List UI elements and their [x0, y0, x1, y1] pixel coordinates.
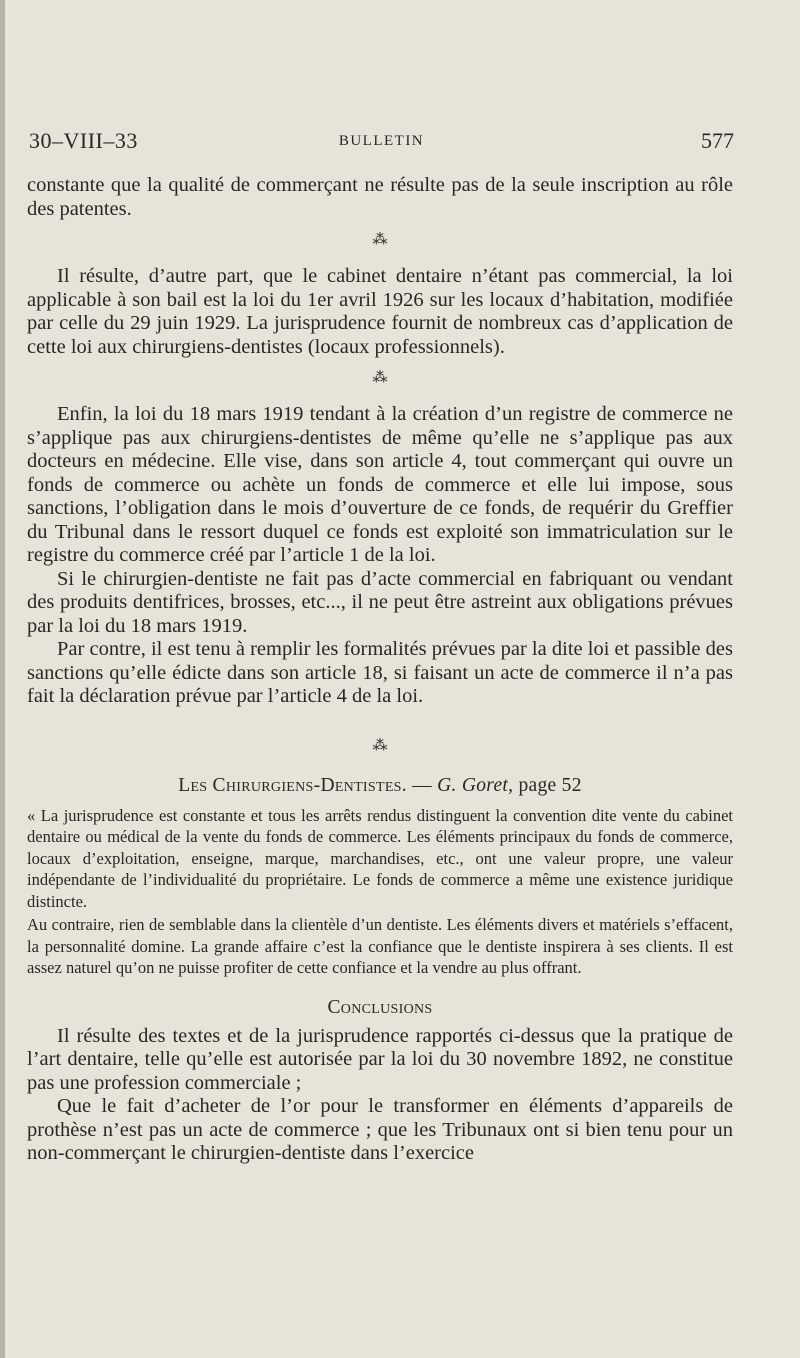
asterism-separator: ⁂ — [372, 232, 388, 248]
conclusions-heading: Conclusions — [327, 996, 433, 1018]
section-heading — [27, 775, 733, 797]
section-author: G. Goret, — [437, 774, 514, 796]
section-dash: — — [406, 774, 438, 796]
paragraph: Que le fait d’acheter de l’or pour le transformer en éléments d’appareils de prothèse n’est pas un acte de commerce ; que les Tribunaux ont si bien tenu pour un non-commerçant le chirurgien-dentiste dans l’exercice — [27, 1095, 733, 1164]
header-title: BULLETIN — [338, 133, 425, 149]
page-body — [27, 174, 733, 1166]
quote-paragraph: « La jurisprudence est constante et tous les arrêts rendus distinguent la convention dite vente du cabinet dentaire ou médical de la vente du fonds de commerce. Les éléments principaux du fonds de commerce, locaux d’exploitation, enseigne, marque, marchandises, etc., ont une valeur propre, une valeur indépendante de l’individualité du propriétaire. Le fonds de commerce a même une existence juridique distincte. — [27, 805, 733, 911]
paragraph: Si le chirurgien-dentiste ne fait pas d’acte commercial en fabriquant ou vendant des produits dentifrices, brosses, etc..., il ne peut être astreint aux obligations prévues par la loi du 18 mars 1919. — [27, 567, 733, 637]
paragraph: Enfin, la loi du 18 mars 1919 tendant à la création d’un registre de commerce ne s’applique pas aux chirurgiens-dentistes de même qu’elle ne s’applique pas aux docteurs en médecine. Elle vise, dans son article 4, tout commerçant qui ouvre un fonds de commerce ou achète un fonds de commerce et elle lui impose, sous sanctions, l’obligation dans le mois d’ouverture de ce fonds, de requérir du Greffier du Tribunal dans le ressort duquel ce fonds est exploité son immatriculation sur le registre du commerce créé par l’article 1 de la loi. — [27, 403, 733, 566]
running-header — [29, 128, 734, 160]
paragraph: constante que la qualité de commerçant ne résulte pas de la seule inscription au rôle des patentes. — [27, 174, 733, 220]
section-title: Les Chirurgiens-Dentistes. — [178, 774, 407, 796]
asterism-separator: ⁂ — [372, 737, 388, 754]
page-edge-shadow — [0, 0, 5, 1358]
page-number: 577 — [701, 128, 734, 153]
asterism-separator: ⁂ — [372, 370, 388, 386]
paragraph: Par contre, il est tenu à remplir les formalités prévues par la dite loi et passible des sanctions qu’elle édicte dans son article 18, si faisant un acte de commerce il n’a pas fait la déclaration prévue par l’article 4 de la loi. — [27, 638, 733, 707]
header-date: 30–VIII–33 — [29, 128, 138, 153]
quoted-passage — [27, 805, 733, 979]
quote-paragraph: Au contraire, rien de semblable dans la clientèle d’un dentiste. Les éléments divers et matériels s’effacent, la personnalité domine. La grande affaire c’est la confiance que le dentiste inspirera à ses clients. Il est assez naturel qu’on ne puisse profiter de cette confiance et la vendre au plus offrant. — [27, 915, 733, 977]
paragraph: Il résulte des textes et de la jurisprudence rapportés ci-dessus que la pratique de l’art dentaire, telle qu’elle est autorisée par la loi du 30 novembre 1892, ne constitue pas une profession commerciale ; — [27, 1024, 733, 1094]
section-page: page 52 — [513, 774, 582, 796]
paragraph: Il résulte, d’autre part, que le cabinet dentaire n’étant pas commercial, la loi applicable à son bail est la loi du 1er avril 1926 sur les locaux d’habitation, modifiée par celle du 29 juin 1929. La jurisprudence fournit de nombreux cas d’application de cette loi aux chirurgiens-dentistes (locaux professionnels). — [27, 265, 733, 358]
